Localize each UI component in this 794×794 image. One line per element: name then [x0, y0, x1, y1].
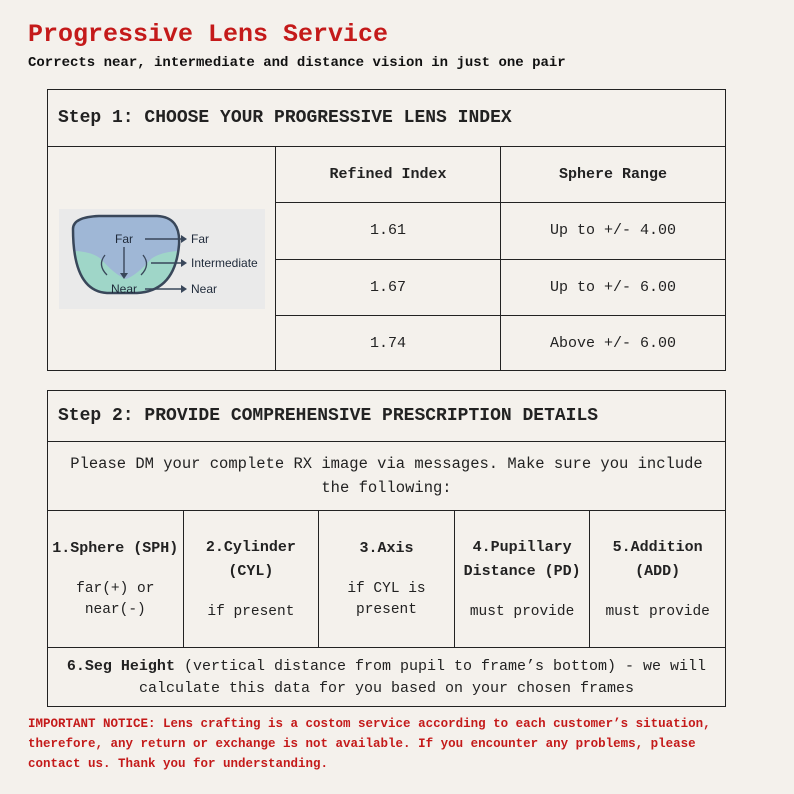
sphere-range-value: Up to +/- 6.00: [549, 278, 677, 296]
diagram-label-intermediate: Intermediate: [190, 256, 258, 270]
item-addition: [590, 511, 725, 647]
item-title: 4.Pupillary Distance (PD): [463, 538, 581, 580]
step2-section: [47, 390, 726, 707]
page-subtitle: Corrects near, intermediate and distance vision in just one pair: [28, 55, 566, 71]
index-value: 1.67: [276, 260, 501, 315]
step1-section: [47, 89, 726, 371]
index-value: 1.61: [276, 203, 501, 258]
seg-height-title: 6.Seg Height: [66, 658, 175, 675]
progressive-lens-icon: [59, 209, 265, 309]
item-sphere: [48, 511, 184, 647]
item-pupillary-distance: [455, 511, 591, 647]
seg-height-note: [48, 648, 725, 708]
header-refined-index: Refined Index: [276, 147, 501, 202]
item-desc: if present: [207, 603, 295, 620]
important-notice: IMPORTANT NOTICE: Lens crafting is a costom service according to each customer’s situation, therefore, any return or exchange is not available. If you encounter any problems, please contact us. Thank you for understanding.: [28, 717, 711, 771]
item-title: 5.Addition (ADD): [612, 538, 703, 580]
index-value: 1.74: [276, 316, 501, 371]
lens-diagram-cell: [48, 147, 276, 371]
diagram-label-near: Near: [190, 282, 217, 296]
item-axis: [319, 511, 455, 647]
lens-diagram: [59, 209, 265, 309]
item-desc: far(+) or near(-): [76, 581, 155, 618]
item-title: 3.Axis: [359, 540, 414, 557]
step2-intro: Please DM your complete RX image via messages. Make sure you include the following:: [48, 442, 725, 511]
seg-height-desc: (vertical distance from pupil to frame’s bottom) - we will calculate this data for you based on your chosen frames: [138, 658, 707, 697]
sphere-range-value: Above +/- 6.00: [549, 334, 677, 352]
diagram-label-far: Far: [190, 232, 209, 246]
page-title: Progressive Lens Service: [28, 20, 389, 49]
table-row: [276, 260, 725, 316]
step2-heading: Step 2: PROVIDE COMPREHENSIVE PRESCRIPTION DETAILS: [48, 391, 725, 442]
item-title: 2.Cylinder (CYL): [205, 538, 296, 580]
step1-heading: Step 1: CHOOSE YOUR PROGRESSIVE LENS INDEX: [48, 90, 725, 147]
diagram-label-near-inner: Near: [110, 282, 137, 296]
item-desc: if CYL is present: [347, 581, 426, 618]
item-title: 1.Sphere (SPH): [52, 540, 179, 557]
sphere-range-value: Up to +/- 4.00: [549, 222, 677, 240]
diagram-label-far-inner: Far: [114, 232, 133, 246]
table-header-row: [276, 147, 725, 203]
table-row: [276, 203, 725, 259]
item-desc: must provide: [605, 603, 710, 620]
prescription-items: [48, 511, 725, 648]
lens-index-table: [276, 147, 725, 371]
header-sphere-range: Sphere Range: [558, 166, 668, 184]
table-row: [276, 316, 725, 371]
item-cylinder: [184, 511, 320, 647]
item-desc: must provide: [469, 603, 575, 620]
